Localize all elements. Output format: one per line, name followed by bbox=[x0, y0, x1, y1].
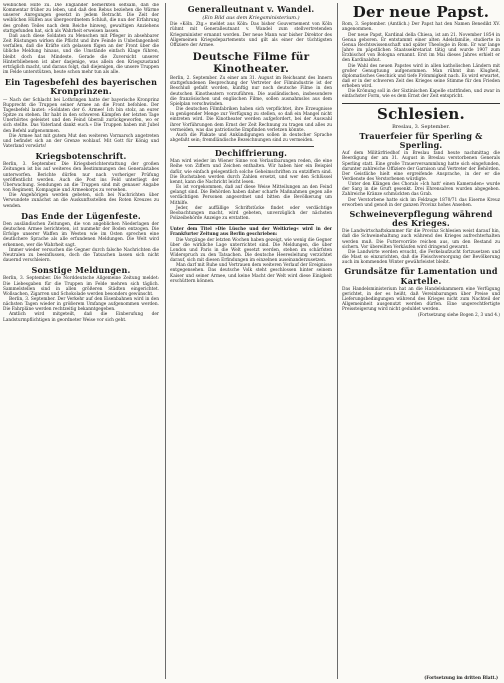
paragraph: Die Armee hat mit gutem Mut den weiteren Vormarsch angetreten und befindet sich an der Grenze wohlauf. Mit Gott für König und Vaterland vorwärts! bbox=[3, 133, 159, 149]
article-wandel bbox=[170, 5, 332, 48]
paragraph: Rom, 3. September. (Amtlich.) Der Papst hat den Namen Benedikt XV. angenommen. bbox=[342, 22, 500, 33]
paragraph: Die Wahl des neuen Papstes wird in allen katholischen Ländern mit großer Genugtuung aufgenommen. Man rühmt ihm Klugheit, diplomatisches Geschick und tiefe Frömmigkeit nach. Es wird erwartet, daß er in der schweren Zeit des Krieges seine Stimme für den Frieden erheben wird. bbox=[342, 63, 500, 90]
headline: Der neue Papst. bbox=[352, 3, 490, 21]
paragraph: Der Verstorbene hatte sich im Feldzuge 1870/71 das Eiserne Kreuz erworben und genoß in der ganzen Provinz hohes Ansehen. bbox=[342, 197, 500, 208]
column-rule bbox=[165, 3, 166, 679]
article-prince bbox=[3, 78, 159, 149]
paragraph: Auch die Plakate und Ankündigungen sollen in deutscher Sprache abgefaßt sein; fremdländische Bezeichnungen sind zu vermeiden. bbox=[170, 132, 332, 143]
paragraph: Jeder, der auffällige Schriftstücke findet oder verdächtige Beobachtungen macht, wird gebeten, unverzüglich der nächsten Polizeibehörde Anzeige zu erstatten. bbox=[170, 205, 332, 222]
paragraph: Berlin, 2. September. Zu einer am 31. August im Reichsamt des Innern stattgefundenen Besprechung der Vertreter der Filmindustrie ist der Beschluß gefaßt worden, künftig nur noch deutsche Filme in den deutschen Kinotheatern vorzuführen. Die ausländischen, insbesondere die französischen und englischen Filme, sollen ausnahmslos aus dem Spielplan verschwinden. bbox=[170, 76, 332, 107]
column-right bbox=[342, 3, 500, 679]
continuation-footer: (Fortsetzung im dritten Blatt.) bbox=[424, 676, 498, 681]
paragraph: Den ausländischen Zeitungen, die von angeblichen Niederlagen der deutschen Armee berichteten, ist nunmehr der Boden entzogen. Die Erfolge unserer Waffen im Westen wie im Osten sprechen eine deutlichere Sprache als alle erfundenen Meldungen. Die Welt wird erkennen, wer die Wahrheit sagt. bbox=[3, 221, 159, 248]
paragraph: Berlin, 3. September. Der Verkehr auf den Eisenbahnen wird in den nächsten Tagen wieder in größerem Umfange aufgenommen werden. Die Fahrpläne werden rechtzeitig bekanntgegeben. bbox=[3, 296, 159, 313]
article-lies bbox=[3, 212, 159, 263]
paragraph: Die Landwirte werden ersucht, die Ferkelaufzucht fortzusetzen und die Mast so einzurichten, daß die Fleischversorgung der Bevölkerung auch im kommenden Winter gewährleistet bleibt. bbox=[342, 249, 500, 266]
subheadline: (Ein Bild aus dem Kriegsministerium.) bbox=[202, 15, 300, 22]
paragraph: Berlin, 3. September. Die Kriegsberichterstattung der großen Zeitungen ist bis auf weiteres den Bestimmungen des Generalstabes unterworfen. Berichte dürfen nur nach vorheriger Prüfung veröffentlicht werden. Auch die Post ins Feld unterliegt der Überwachung. Sendungen an die Truppen sind mit genauer Angabe von Regiment, Kompagnie und Armeekorps zu versehen. bbox=[3, 162, 159, 194]
headline: Generalleutnant v. Wandel. bbox=[187, 4, 315, 14]
headline: Sonstige Meldungen. bbox=[31, 265, 131, 276]
paragraph: Die Landwirtschaftskammer für die Provinz Schlesien weist darauf hin, daß die Schweinehaltung auch während des Krieges aufrechterhalten werden muß. Die Futtervorräte reichen aus, um den Bestand zu sichern. Vor übereilten Verkäufen wird dringend gewarnt. bbox=[342, 229, 500, 250]
section-silesia bbox=[342, 106, 500, 318]
paragraph: Immer wieder versuchen die Gegner durch falsche Nachrichten die Neutralen zu beeinflussen, doch die Tatsachen lassen sich nicht dauernd verschleiern. bbox=[3, 247, 159, 263]
paragraph: Man darf mit Ruhe und Vertrauen dem weiteren Verlauf der Ereignisse entgegensehen. Das deutsche Volk steht geschlossen hinter seinem Kaiser und seiner Armee, und keine Macht der Welt wird diese Einigkeit erschüttern können. bbox=[170, 263, 332, 284]
paragraph: Daß auch diese Soldaten zu Menschen mit Pfleger in absehbarer Zeit Rüstungen wirken die Pflicht und ihre Feinde in Unbefangenheit verfallen, daß die Kräfte sich gelassen fügen an der Front über die übliche Meldung hinaus, und die Umstände einfach Klage führen, bleibt doch das Mindeste. Gerade die Zuversicht unserer Hinterbliebenen ist aber dasjenige, was allein den Kriegszustand erträglich macht, und daraus folgt, daß diejenigen, die unsere Truppen im Felde unterstützen, heute schon mehr tun als alle. bbox=[3, 33, 159, 76]
paragraph: Die Angehörigen werden gebeten, sich bei Nachrichten über Verwundete zunächst an die Auskunftsstellen des Roten Kreuzes zu wenden. bbox=[3, 193, 159, 209]
divider bbox=[188, 146, 314, 147]
paragraph: Amtlich wird mitgeteilt, daß die Einberufung der Landsturmpflichtigen in geordneter Weise vor sich geht. bbox=[3, 312, 159, 323]
paragraph: — Nach der Schlacht bei Lothringen hatte der bayerische Kronprinz Rupprecht die Truppen seiner Armee an die Front befohlen. Der Tagesbefehl lautet: »Soldaten der 6. Armee! Ich bin stolz, an eurer Spitze zu stehen. Ihr habt in den schweren Kämpfen der letzten Tage Unerhörtes geleistet und den Feind überall zurückgeworfen, wo er sich stellte. Das Vaterland dankt euch.« Die Truppen haben mit Jubel den Befehl aufgenommen. bbox=[3, 97, 159, 134]
article-pope bbox=[342, 4, 500, 100]
paragraph: Berlin, 3. September. Die Norddeutsche Allgemeine Zeitung meldet: Die Liebesgaben für die Truppen im Felde mehren sich täglich. Sammelstellen sind in allen größeren Städten eingerichtet. Wollsachen, Zigarren und Schokolade werden besonders gewünscht. bbox=[3, 276, 159, 297]
headline: Trauerfeier für Sperling & Sperling. bbox=[359, 130, 483, 151]
article-cipher bbox=[170, 149, 332, 221]
continuation-note: (Fortsetzung siehe Bogen 2, 3 und 4.) bbox=[417, 312, 500, 318]
paragraph: Es ist vorgekommen, daß auf diese Weise Mitteilungen an den Feind gelangt sind. Die Behörden haben daher scharfe Maßnahmen gegen alle verdächtigen Personen angeordnet und bitten die Bevölkerung um Mithilfe. bbox=[170, 185, 332, 206]
article-intro bbox=[3, 3, 159, 75]
paragraph: Unter den Klängen des Chorals »Ich hatt' einen Kameraden« wurde der Sarg in die Gruft gesenkt. Drei Ehrensalven wurden abgegeben. Zahlreiche Kränze schmückten das Grab. bbox=[342, 182, 500, 198]
headline: Deutsche Filme für Kinotheater. bbox=[192, 50, 310, 76]
column-middle bbox=[170, 3, 332, 679]
headline: Dechiffrierung. bbox=[214, 148, 288, 159]
headline: Das Ende der Lügenfeste. bbox=[21, 210, 141, 221]
column-left bbox=[3, 3, 159, 679]
article-films bbox=[170, 51, 332, 143]
article-misc bbox=[3, 266, 159, 323]
paragraph: Die deutschen Filmfabriken haben sich verpflichtet, ihre Erzeugnisse in genügender Menge zur Verfügung zu stellen, so daß ein Mangel nicht eintreten wird. Die Kinotheater werden aufgefordert, bei der Auswahl ihrer Vorführungen dem Ernst der Zeit Rechnung zu tragen und alles zu vermeiden, was das patriotische Empfinden verletzen könnte. bbox=[170, 107, 332, 133]
paragraph: Der neue Papst, Kardinal della Chiesa, ist am 21. November 1854 in Genua geboren. Er entstammt einer alten Adelsfamilie, studierte in Genua Rechtswissenschaft und später Theologie in Rom. Er war lange Jahre im päpstlichen Staatssekretariat tätig und wurde 1907 zum Erzbischof von Bologna ernannt. Erst im Mai dieses Jahres erhielt er den Kardinalshut. bbox=[342, 32, 500, 64]
paragraph: Die »Köln. Ztg.« meldet aus Köln: Das bisher Gouvernement von Köln rühmt mit Generalleutnant v. Wandel zum stellvertretenden Kriegsminister ernannt worden. Der neue Mann war bisher Direktor des Allgemeinen Kriegsdepartements und gilt als einer der tüchtigsten Offiziere der Armee. bbox=[170, 22, 332, 48]
headline: Ein Tagesbefehl des bayerischen Kronprinzen. bbox=[4, 77, 158, 97]
column-rule bbox=[337, 3, 338, 679]
paragraph-lead: Unter dem Titel »Die Lüsche und der Weltkrieg« wird in der Frankfurter Zeitung aus Berlin geschrieben: bbox=[170, 227, 332, 238]
article-army bbox=[170, 227, 332, 284]
paragraph: Die Vorgänge der letzten Wochen haben gezeigt, wie wenig die Gegner über die wirkliche Lage unterrichtet sind. Die Meldungen, die über London und Paris in die Welt gesetzt werden, stehen im schärfsten Widerspruch zu den Tatsachen. Die deutsche Heeresleitung verzichtet darauf, sich mit diesen Erfindungen im einzelnen auseinanderzusetzen. bbox=[170, 237, 332, 264]
divider bbox=[342, 103, 500, 104]
headline: Grundsätze für Lamentation und Kartelle. bbox=[344, 266, 498, 286]
paragraph: Die Krönung soll in der Sixtinischen Kapelle stattfinden, und zwar in einfachster Form, wie es dem Ernst der Zeit entspricht. bbox=[342, 89, 500, 100]
paragraph: Auf dem Militärfriedhof in Breslau fand heute nachmittag die Beerdigung der am 31. August in Breslau verstorbenen Generals Sperling statt. Eine große Trauerversammlung hatte sich eingefunden, darunter zahlreiche Offiziere der Garnison und Vertreter der Behörden. Der Geistliche hielt eine ergreifende Ansprache, in der er die Verdienste des Verstorbenen würdigte. bbox=[342, 151, 500, 182]
paragraph: weiblichen Hilfe zu. Die Engländer bemerkten seltsam, daß die Kommentar früher zu leben, und daß den Rebus beziehen die Wärme unserer Anregungen gesetzt in jedem Betracht. Die Zeit der weiblichen Hülfen aus übergeordnetem Schluß, die nun der Erfahrung des großen Teiles nach dem Reiche hinweg, gewaltigen Anziehens stattgefunden hat, sich als Wahrheit erweisen lassen. bbox=[3, 3, 159, 34]
dateline: Breslau, 3. September. bbox=[392, 123, 450, 130]
headline: Schweineverpflegung während des Krieges. bbox=[349, 208, 493, 229]
section-title: Schlesien. bbox=[377, 104, 465, 123]
article-report bbox=[3, 152, 159, 209]
paragraph: Das Handelsministerium hat an die Handelskammern eine Verfügung gerichtet, in der es heißt, daß Vereinbarungen über Preise und Lieferungsbedingungen während des Krieges nicht zum Nachteil der Allgemeinheit ausgenutzt werden dürfen. Eine ungerechtfertigte Preissteigerung wird nicht geduldet werden. bbox=[342, 286, 500, 313]
divider bbox=[188, 224, 314, 225]
headline: Kriegsbotenschrift. bbox=[35, 151, 127, 162]
paragraph: Man wird wieder im Wiener Sinne von Verlautbarungen reden, die eine Reihe von Ziffern und Zeichen enthalten. Wir haben hier ein Beispiel dafür, wie einfach gelegentlich solche Geheimschriften zu entziffern sind. Die Buchstaben werden durch Zahlen ersetzt, und wer den Schlüssel kennt, kann die Nachricht leicht lesen. bbox=[170, 159, 332, 185]
